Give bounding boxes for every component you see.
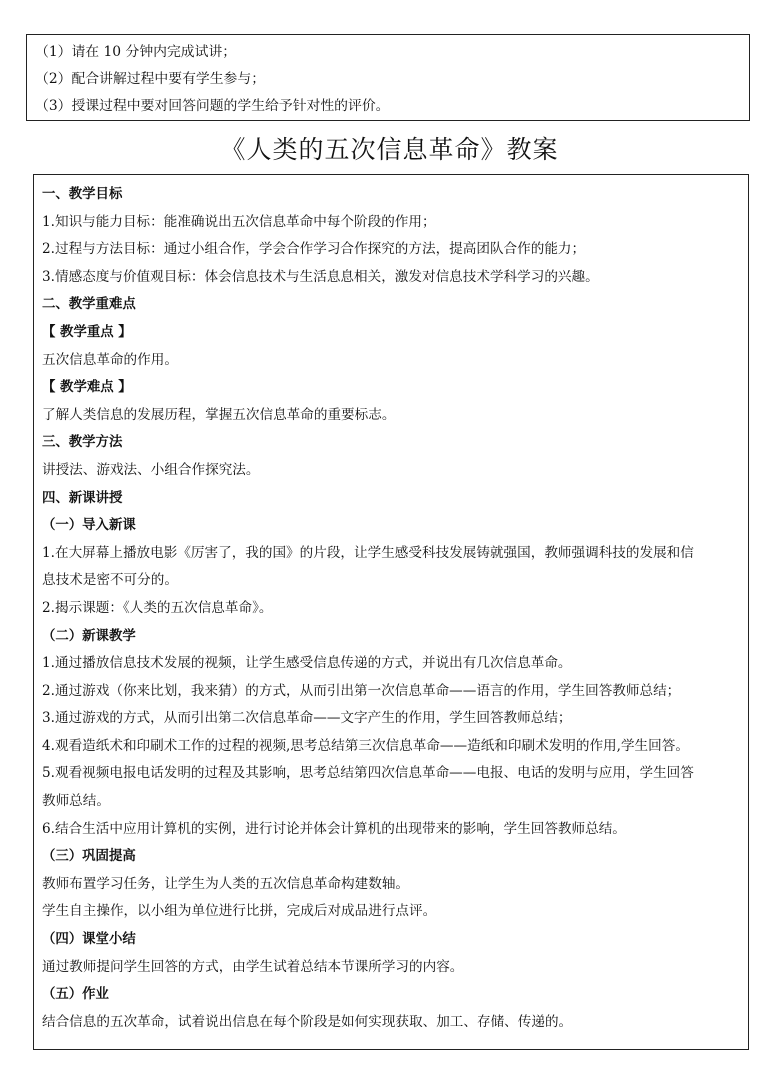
page-title: 《人类的五次信息革命》教案 <box>220 135 559 164</box>
lesson-plan-box <box>33 174 749 1050</box>
subsection-heading: （二）新课教学 <box>42 628 136 644</box>
requirement-line: （3）授课过程中要对回答问题的学生给予针对性的评价。 <box>35 98 390 114</box>
paragraph: 五次信息革命的作用。 <box>42 351 178 368</box>
subsection-label: 【 教学难点 】 <box>42 380 132 396</box>
subsection-label: 【 教学重点 】 <box>42 324 132 340</box>
paragraph: 教师总结。 <box>42 793 110 810</box>
section-heading: 二、教学重难点 <box>42 297 136 313</box>
paragraph: 2.揭示课题：《人类的五次信息革命》。 <box>42 599 273 616</box>
paragraph: 2.通过游戏（你来比划，我来猜）的方式，从而引出第一次信息革命——语言的作用，学生回答教师总结； <box>42 682 681 699</box>
requirement-line: （1）请在 10 分钟内完成试讲； <box>35 44 237 60</box>
paragraph: 了解人类信息的发展历程，掌握五次信息革命的重要标志。 <box>42 406 396 423</box>
paragraph: 教师布置学习任务，让学生为人类的五次信息革命构建数轴。 <box>42 875 410 892</box>
paragraph: 学生自主操作，以小组为单位进行比拼，完成后对成品进行点评。 <box>42 903 437 920</box>
paragraph: 5.观看视频电报电话发明的过程及其影响，思考总结第四次信息革命——电报、电话的发明与应用，学生回答 <box>42 765 694 782</box>
objective-item: 3.情感态度与价值观目标：体会信息技术与生活息息相关，激发对信息技术学科学习的兴趣。 <box>42 268 599 285</box>
section-heading: 三、教学方法 <box>42 435 123 451</box>
paragraph: 4.观看造纸术和印刷术工作的过程的视频,思考总结第三次信息革命——造纸和印刷术发明的作用,学生回答。 <box>42 737 689 754</box>
subsection-heading: （三）巩固提高 <box>42 849 136 865</box>
paragraph: 结合信息的五次革命，试着说出信息在每个阶段是如何实现获取、加工、存储、传递的。 <box>42 1013 573 1030</box>
paragraph: 通过教师提问学生回答的方式，由学生试着总结本节课所学习的内容。 <box>42 958 464 975</box>
section-heading: 四、新课讲授 <box>42 490 123 506</box>
subsection-heading: （五）作业 <box>42 987 109 1003</box>
requirements-box <box>26 34 750 121</box>
paragraph: 3.通过游戏的方式，从而引出第二次信息革命——文字产生的作用，学生回答教师总结； <box>42 710 572 727</box>
section-heading: 一、教学目标 <box>42 187 123 202</box>
paragraph: 息技术是密不可分的。 <box>42 572 178 589</box>
requirement-line: （2）配合讲解过程中要有学生参与； <box>35 71 266 87</box>
subsection-heading: （四）课堂小结 <box>42 932 136 948</box>
objective-item: 1.知识与能力目标：能准确说出五次信息革命中每个阶段的作用； <box>42 213 436 230</box>
subsection-heading: （一）导入新课 <box>42 518 136 534</box>
paragraph: 6.结合生活中应用计算机的实例，进行讨论并体会计算机的出现带来的影响，学生回答教师总结。 <box>42 820 626 837</box>
paragraph: 1.在大屏幕上播放电影《厉害了，我的国》的片段，让学生感受科技发展铸就强国，教师强调科技的发展和信 <box>42 544 694 561</box>
objective-item: 2.过程与方法目标：通过小组合作，学会合作学习合作探究的方法，提高团队合作的能力； <box>42 241 586 258</box>
paragraph: 讲授法、游戏法、小组合作探究法。 <box>42 461 260 478</box>
paragraph: 1.通过播放信息技术发展的视频，让学生感受信息传递的方式，并说出有几次信息革命。 <box>42 655 572 672</box>
